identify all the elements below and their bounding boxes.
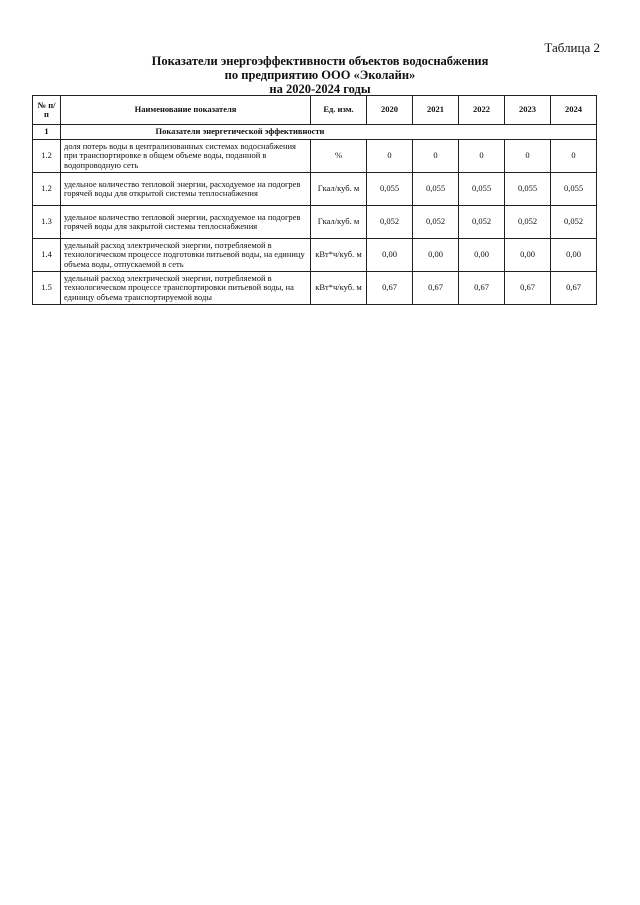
value-2023: 0,052	[505, 206, 551, 239]
row-name: удельное количество тепловой энергии, расходуемое на подогрев горячей воды для закрытой системы теплоснабжения	[61, 206, 311, 239]
value-2024: 0,00	[551, 239, 597, 272]
row-name: удельный расход электрической энергии, потребляемой в технологическом процессе транспортировки питьевой воды, на единицу объема транспортируемой воды	[61, 272, 311, 305]
value-2023: 0,055	[505, 173, 551, 206]
value-2024: 0,67	[551, 272, 597, 305]
row-unit: кВт*ч/куб. м	[311, 272, 367, 305]
value-2021: 0	[413, 140, 459, 173]
value-2023: 0,00	[505, 239, 551, 272]
value-2020: 0,052	[367, 206, 413, 239]
value-2020: 0,055	[367, 173, 413, 206]
table-row	[33, 173, 597, 206]
table-row	[33, 239, 597, 272]
row-name: удельное количество тепловой энергии, расходуемое на подогрев горячей воды для открытой системы теплоснабжения	[61, 173, 311, 206]
value-2022: 0,67	[459, 272, 505, 305]
table-row	[33, 206, 597, 239]
row-unit: %	[311, 140, 367, 173]
section-title: Показатели энергетической эффективности	[61, 125, 597, 140]
header-2024: 2024	[551, 96, 597, 125]
row-name: доля потерь воды в централизованных системах водоснабжения при транспортировке в общем объеме воды, поданной в водопроводную сеть	[61, 140, 311, 173]
row-unit: кВт*ч/куб. м	[311, 239, 367, 272]
header-unit: Ед. изм.	[311, 96, 367, 125]
header-2023: 2023	[505, 96, 551, 125]
indicators-table	[32, 95, 597, 305]
value-2020: 0	[367, 140, 413, 173]
value-2023: 0	[505, 140, 551, 173]
row-num: 1.5	[33, 272, 61, 305]
row-num: 1.2	[33, 140, 61, 173]
value-2020: 0,67	[367, 272, 413, 305]
value-2021: 0,055	[413, 173, 459, 206]
value-2024: 0	[551, 140, 597, 173]
value-2022: 0,052	[459, 206, 505, 239]
row-num: 1.3	[33, 206, 61, 239]
value-2022: 0,055	[459, 173, 505, 206]
section-num: 1	[33, 125, 61, 140]
value-2023: 0,67	[505, 272, 551, 305]
header-num: № п/п	[33, 96, 61, 125]
table-row	[33, 140, 597, 173]
row-name: удельный расход электрической энергии, потребляемой в технологическом процессе подготовки питьевой воды, на единицу объема воды, отпускаемой в сеть	[61, 239, 311, 272]
value-2022: 0	[459, 140, 505, 173]
value-2021: 0,67	[413, 272, 459, 305]
table-row	[33, 272, 597, 305]
document-title-line-1: Показатели энергоэффективности объектов водоснабжения	[151, 54, 489, 68]
section-row	[33, 125, 597, 140]
value-2024: 0,055	[551, 173, 597, 206]
row-unit: Гкал/куб. м	[311, 206, 367, 239]
table-header-row	[33, 96, 597, 125]
table-label: Таблица 2	[544, 40, 600, 55]
document-title-line-2: по предприятию ООО «Эколайн»	[224, 68, 416, 82]
value-2021: 0,00	[413, 239, 459, 272]
row-num: 1.2	[33, 173, 61, 206]
document-title-line-3: на 2020-2024 годы	[269, 82, 371, 96]
header-name: Наименование показателя	[61, 96, 311, 125]
row-unit: Гкал/куб. м	[311, 173, 367, 206]
value-2024: 0,052	[551, 206, 597, 239]
value-2020: 0,00	[367, 239, 413, 272]
value-2021: 0,052	[413, 206, 459, 239]
header-2022: 2022	[459, 96, 505, 125]
row-num: 1.4	[33, 239, 61, 272]
header-2021: 2021	[413, 96, 459, 125]
value-2022: 0,00	[459, 239, 505, 272]
header-2020: 2020	[367, 96, 413, 125]
